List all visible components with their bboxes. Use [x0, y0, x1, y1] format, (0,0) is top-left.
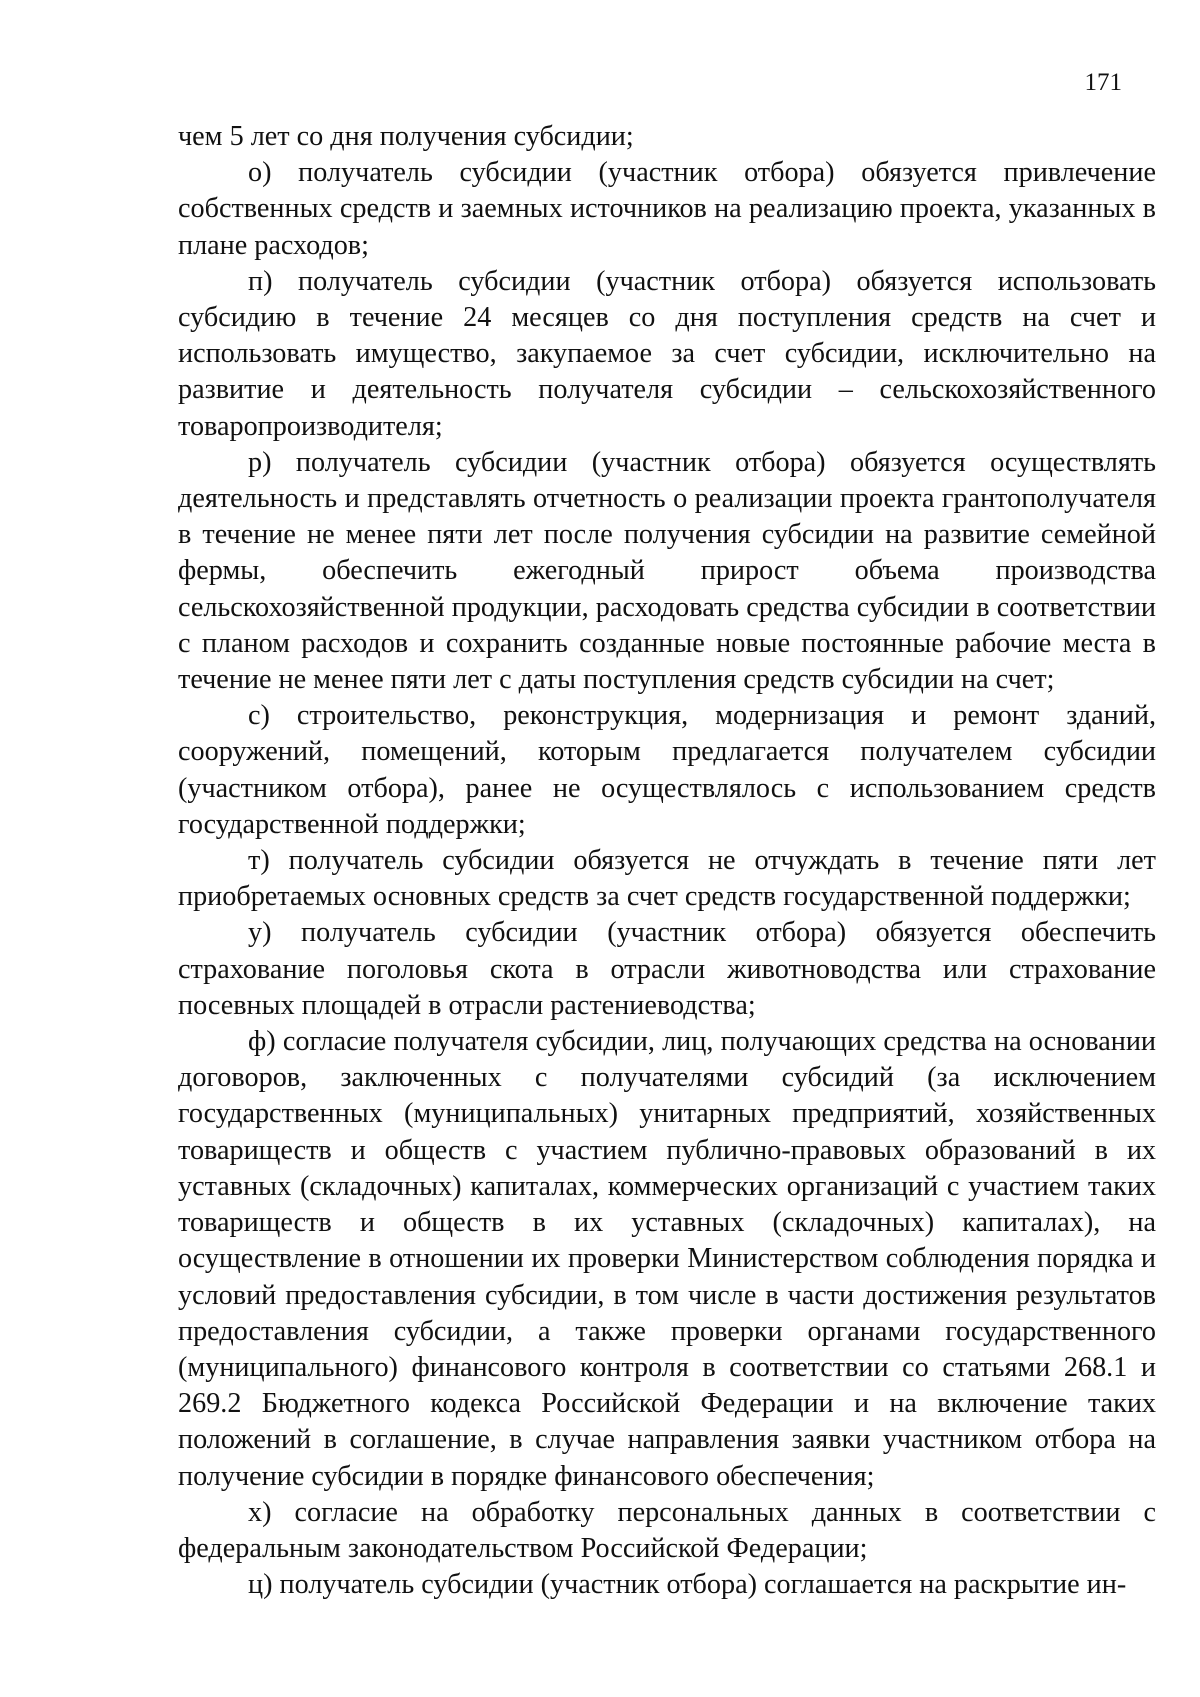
paragraph-item-u: у) получатель субсидии (участник отбора) обязуется обеспечить страхование поголовья скота в отрасли животноводства или страхование посевных площадей в отрасли растениеводства; — [178, 917, 1156, 1021]
paragraph-item-o: о) получатель субсидии (участник отбора) обязуется привлечение собственных средств и заемных источников на реализацию проекта, указанных в плане расходов; — [178, 157, 1156, 261]
paragraph-item-s: с) строительство, реконструкция, модернизация и ремонт зданий, сооружений, помещений, которым предлагается получателем субсидии (участником отбора), ранее не осуществлялось с использованием средств государственной поддержки; — [178, 700, 1156, 840]
paragraph-item-t: т) получатель субсидии обязуется не отчуждать в течение пяти лет приобретаемых основных средств за счет средств государственной поддержки; — [178, 845, 1156, 913]
paragraph-item-r: р) получатель субсидии (участник отбора) обязуется осуществлять деятельность и представлять отчетность о реализации проекта грантополучателя в течение не менее пяти лет после получения субсидии на развитие семейной фермы, обеспечить ежегодный прирост объема производства сельскохозяйственной продукции, расходовать средства субсидии в соответствии с планом расходов и сохранить созданные новые постоянные рабочие места в течение не менее пяти лет с даты поступления средств субсидии на счет; — [178, 446, 1156, 696]
paragraph-item-ts: ц) получатель субсидии (участник отбора) соглашается на раскрытие ин- — [248, 1569, 1127, 1601]
page-number: 171 — [1084, 69, 1122, 96]
paragraph-continuation: чем 5 лет со дня получения субсидии; — [178, 121, 634, 152]
paragraph-item-kh: х) согласие на обработку персональных данных в соответствии с федеральным законодательством Российской Федерации; — [178, 1496, 1156, 1564]
paragraph-item-p: п) получатель субсидии (участник отбора) обязуется использовать субсидию в течение 24 месяцев со дня поступления средств на счет и использовать имущество, закупаемое за счет субсидии, исключительно на развитие и деятельность получателя субсидии – сельскохозяйственного товаропроизводителя; — [178, 265, 1156, 442]
document-body — [178, 119, 1156, 1603]
paragraph-item-f: ф) согласие получателя субсидии, лиц, получающих средства на основании договоров, заключенных с получателями субсидий (за исключением государственных (муниципальных) унитарных предприятий, хозяйственных товариществ и обществ с участием публично-правовых образований в их уставных (складочных) капиталах, коммерческих организаций с участием таких товариществ и обществ в их уставных (складочных) капиталах), на осуществление в отношении их проверки Министерством соблюдения порядка и условий предоставления субсидии, в том числе в части достижения результатов предоставления субсидии, а также проверки органами государственного (муниципального) финансового контроля в соответствии со статьями 268.1 и 269.2 Бюджетного кодекса Российской Федерации и на включение таких положений в соглашение, в случае направления заявки участником отбора на получение субсидии в порядке финансового обеспечения; — [178, 1026, 1156, 1492]
